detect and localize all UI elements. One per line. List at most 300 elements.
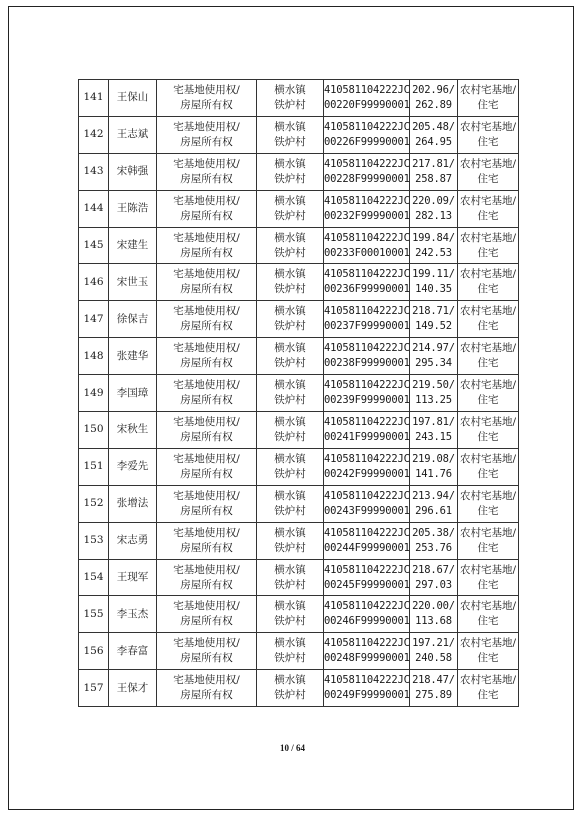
parcel-code-cell-line: 410581104222JC bbox=[324, 637, 410, 650]
right-type-cell-line: 宅基地使用权/ bbox=[173, 563, 240, 576]
area-cell-line: 217.81/ bbox=[412, 157, 455, 170]
location-cell-line: 横水镇 bbox=[274, 268, 306, 281]
parcel-code-cell-line: 410581104222JC bbox=[324, 194, 410, 207]
location-cell-line: 铁炉村 bbox=[274, 246, 306, 259]
right-type-cell-line: 宅基地使用权/ bbox=[173, 157, 240, 170]
area-cell-line: 243.15 bbox=[415, 430, 452, 443]
table-row bbox=[79, 559, 519, 596]
parcel-code-cell bbox=[324, 559, 410, 596]
land-use-cell-line: 农村宅基地/ bbox=[459, 600, 517, 613]
table-row bbox=[79, 338, 519, 375]
right-type-cell bbox=[157, 485, 257, 522]
parcel-code-cell bbox=[324, 522, 410, 559]
location-cell-line: 铁炉村 bbox=[274, 172, 306, 185]
land-use-cell-line: 农村宅基地/ bbox=[459, 526, 517, 539]
owner-name-cell: 王陈浩 bbox=[109, 190, 157, 227]
parcel-code-cell bbox=[324, 375, 410, 412]
right-type-cell-line: 宅基地使用权/ bbox=[173, 674, 240, 687]
owner-name-cell: 宋秋生 bbox=[109, 412, 157, 449]
area-cell-line: 282.13 bbox=[415, 209, 452, 222]
land-use-cell-line: 住宅 bbox=[477, 172, 499, 185]
row-number-cell: 143 bbox=[79, 153, 109, 190]
location-cell-line: 铁炉村 bbox=[274, 320, 306, 333]
location-cell bbox=[257, 116, 324, 153]
location-cell-line: 横水镇 bbox=[274, 674, 306, 687]
land-use-cell bbox=[458, 116, 519, 153]
location-cell-line: 横水镇 bbox=[274, 194, 306, 207]
row-number-cell: 151 bbox=[79, 448, 109, 485]
owner-name-cell: 王保才 bbox=[109, 670, 157, 707]
area-cell bbox=[410, 633, 458, 670]
land-use-cell-line: 农村宅基地/ bbox=[459, 563, 517, 576]
parcel-code-cell-line: 00249F99990001 bbox=[324, 689, 410, 702]
area-cell-line: 214.97/ bbox=[412, 342, 455, 355]
right-type-cell bbox=[157, 670, 257, 707]
right-type-cell-line: 宅基地使用权/ bbox=[173, 489, 240, 502]
location-cell-line: 铁炉村 bbox=[274, 615, 306, 628]
area-cell bbox=[410, 448, 458, 485]
location-cell-line: 横水镇 bbox=[274, 526, 306, 539]
parcel-code-cell-line: 410581104222JC bbox=[324, 489, 410, 502]
right-type-cell-line: 房屋所有权 bbox=[180, 689, 233, 702]
area-cell-line: 219.50/ bbox=[412, 379, 455, 392]
table-row bbox=[79, 596, 519, 633]
location-cell-line: 铁炉村 bbox=[274, 467, 306, 480]
owner-name-cell: 李玉杰 bbox=[109, 596, 157, 633]
right-type-cell-line: 宅基地使用权/ bbox=[173, 452, 240, 465]
right-type-cell bbox=[157, 80, 257, 117]
land-use-cell-line: 农村宅基地/ bbox=[459, 157, 517, 170]
area-cell-line: 149.52 bbox=[415, 320, 452, 333]
right-type-cell-line: 宅基地使用权/ bbox=[173, 120, 240, 133]
table-row bbox=[79, 448, 519, 485]
right-type-cell-line: 宅基地使用权/ bbox=[173, 231, 240, 244]
right-type-cell bbox=[157, 375, 257, 412]
land-use-cell-line: 住宅 bbox=[477, 504, 499, 517]
area-cell bbox=[410, 80, 458, 117]
table-row bbox=[79, 412, 519, 449]
land-use-cell bbox=[458, 338, 519, 375]
area-cell-line: 219.08/ bbox=[412, 452, 455, 465]
right-type-cell bbox=[157, 227, 257, 264]
location-cell bbox=[257, 448, 324, 485]
row-number-cell: 154 bbox=[79, 559, 109, 596]
area-cell bbox=[410, 522, 458, 559]
right-type-cell-line: 房屋所有权 bbox=[180, 504, 233, 517]
parcel-code-cell bbox=[324, 227, 410, 264]
parcel-code-cell-line: 410581104222JC bbox=[324, 526, 410, 539]
land-use-cell-line: 农村宅基地/ bbox=[459, 637, 517, 650]
area-cell-line: 205.38/ bbox=[412, 526, 455, 539]
land-use-cell bbox=[458, 264, 519, 301]
row-number-cell: 157 bbox=[79, 670, 109, 707]
right-type-cell-line: 房屋所有权 bbox=[180, 467, 233, 480]
table-row bbox=[79, 227, 519, 264]
area-cell bbox=[410, 670, 458, 707]
land-use-cell bbox=[458, 522, 519, 559]
right-type-cell-line: 宅基地使用权/ bbox=[173, 342, 240, 355]
area-cell-line: 258.87 bbox=[415, 172, 452, 185]
parcel-code-cell-line: 410581104222JC bbox=[324, 379, 410, 392]
area-cell-line: 113.25 bbox=[415, 394, 452, 407]
location-cell bbox=[257, 412, 324, 449]
owner-name-cell: 王志斌 bbox=[109, 116, 157, 153]
location-cell bbox=[257, 375, 324, 412]
location-cell-line: 横水镇 bbox=[274, 120, 306, 133]
parcel-code-cell-line: 00244F99990001 bbox=[324, 541, 410, 554]
land-use-cell-line: 住宅 bbox=[477, 320, 499, 333]
land-use-cell-line: 农村宅基地/ bbox=[459, 452, 517, 465]
area-cell bbox=[410, 301, 458, 338]
location-cell bbox=[257, 596, 324, 633]
parcel-code-cell-line: 00245F99990001 bbox=[324, 578, 410, 591]
right-type-cell-line: 房屋所有权 bbox=[180, 652, 233, 665]
area-cell-line: 296.61 bbox=[415, 504, 452, 517]
parcel-code-cell-line: 00236F99990001 bbox=[324, 283, 410, 296]
table-row bbox=[79, 522, 519, 559]
area-cell-line: 140.35 bbox=[415, 283, 452, 296]
land-use-cell-line: 住宅 bbox=[477, 283, 499, 296]
table-row bbox=[79, 375, 519, 412]
right-type-cell-line: 房屋所有权 bbox=[180, 541, 233, 554]
location-cell bbox=[257, 153, 324, 190]
owner-name-cell: 徐保吉 bbox=[109, 301, 157, 338]
owner-name-cell: 张增法 bbox=[109, 485, 157, 522]
land-use-cell-line: 住宅 bbox=[477, 578, 499, 591]
area-cell-line: 213.94/ bbox=[412, 489, 455, 502]
area-cell-line: 220.09/ bbox=[412, 194, 455, 207]
area-cell bbox=[410, 116, 458, 153]
location-cell-line: 铁炉村 bbox=[274, 652, 306, 665]
row-number-cell: 148 bbox=[79, 338, 109, 375]
right-type-cell-line: 房屋所有权 bbox=[180, 615, 233, 628]
area-cell-line: 218.67/ bbox=[412, 563, 455, 576]
location-cell-line: 横水镇 bbox=[274, 379, 306, 392]
right-type-cell-line: 宅基地使用权/ bbox=[173, 415, 240, 428]
land-use-cell-line: 住宅 bbox=[477, 467, 499, 480]
right-type-cell-line: 房屋所有权 bbox=[180, 98, 233, 111]
parcel-code-cell-line: 410581104222JC bbox=[324, 452, 410, 465]
location-cell bbox=[257, 522, 324, 559]
parcel-code-cell bbox=[324, 448, 410, 485]
right-type-cell-line: 宅基地使用权/ bbox=[173, 268, 240, 281]
area-cell-line: 253.76 bbox=[415, 541, 452, 554]
location-cell-line: 铁炉村 bbox=[274, 430, 306, 443]
row-number-cell: 152 bbox=[79, 485, 109, 522]
owner-name-cell: 宋世玉 bbox=[109, 264, 157, 301]
area-cell-line: 297.03 bbox=[415, 578, 452, 591]
right-type-cell-line: 房屋所有权 bbox=[180, 172, 233, 185]
location-cell bbox=[257, 190, 324, 227]
page-number: 10 / 64 bbox=[279, 743, 305, 753]
row-number-cell: 144 bbox=[79, 190, 109, 227]
area-cell-line: 262.89 bbox=[415, 98, 452, 111]
parcel-code-cell-line: 00242F99990001 bbox=[324, 467, 410, 480]
location-cell-line: 铁炉村 bbox=[274, 135, 306, 148]
right-type-cell bbox=[157, 190, 257, 227]
parcel-code-cell-line: 00220F99990001 bbox=[324, 98, 410, 111]
area-cell-line: 264.95 bbox=[415, 135, 452, 148]
parcel-code-cell-line: 410581104222JC bbox=[324, 231, 410, 244]
parcel-code-cell bbox=[324, 485, 410, 522]
location-cell-line: 铁炉村 bbox=[274, 541, 306, 554]
location-cell-line: 横水镇 bbox=[274, 489, 306, 502]
right-type-cell-line: 房屋所有权 bbox=[180, 357, 233, 370]
right-type-cell-line: 房屋所有权 bbox=[180, 394, 233, 407]
parcel-code-cell-line: 410581104222JC bbox=[324, 157, 410, 170]
parcel-code-cell bbox=[324, 301, 410, 338]
location-cell bbox=[257, 670, 324, 707]
right-type-cell bbox=[157, 596, 257, 633]
land-use-cell-line: 农村宅基地/ bbox=[459, 83, 517, 96]
parcel-code-cell-line: 410581104222JC bbox=[324, 120, 410, 133]
parcel-code-cell-line: 00233F00010001 bbox=[324, 246, 410, 259]
location-cell-line: 横水镇 bbox=[274, 600, 306, 613]
table-row bbox=[79, 116, 519, 153]
owner-name-cell: 张建华 bbox=[109, 338, 157, 375]
row-number-cell: 150 bbox=[79, 412, 109, 449]
owner-name-cell: 宋韩强 bbox=[109, 153, 157, 190]
location-cell bbox=[257, 264, 324, 301]
right-type-cell bbox=[157, 264, 257, 301]
area-cell bbox=[410, 153, 458, 190]
table-row bbox=[79, 264, 519, 301]
land-use-cell bbox=[458, 412, 519, 449]
land-use-cell bbox=[458, 559, 519, 596]
table-row bbox=[79, 633, 519, 670]
parcel-code-cell-line: 410581104222JC bbox=[324, 674, 410, 687]
table-row bbox=[79, 301, 519, 338]
land-use-cell-line: 住宅 bbox=[477, 246, 499, 259]
right-type-cell-line: 房屋所有权 bbox=[180, 320, 233, 333]
table-row bbox=[79, 153, 519, 190]
right-type-cell-line: 宅基地使用权/ bbox=[173, 379, 240, 392]
owner-name-cell: 王现军 bbox=[109, 559, 157, 596]
area-cell-line: 295.34 bbox=[415, 357, 452, 370]
right-type-cell-line: 房屋所有权 bbox=[180, 209, 233, 222]
right-type-cell bbox=[157, 633, 257, 670]
parcel-code-cell-line: 00241F99990001 bbox=[324, 430, 410, 443]
location-cell-line: 铁炉村 bbox=[274, 504, 306, 517]
location-cell-line: 横水镇 bbox=[274, 637, 306, 650]
land-use-cell bbox=[458, 190, 519, 227]
area-cell-line: 240.58 bbox=[415, 652, 452, 665]
parcel-code-cell-line: 410581104222JC bbox=[324, 600, 410, 613]
parcel-code-cell bbox=[324, 338, 410, 375]
area-cell bbox=[410, 559, 458, 596]
location-cell bbox=[257, 301, 324, 338]
area-cell-line: 202.96/ bbox=[412, 83, 455, 96]
parcel-code-cell-line: 410581104222JC bbox=[324, 83, 410, 96]
location-cell-line: 横水镇 bbox=[274, 342, 306, 355]
parcel-code-cell-line: 410581104222JC bbox=[324, 268, 410, 281]
area-cell bbox=[410, 596, 458, 633]
land-use-cell-line: 住宅 bbox=[477, 209, 499, 222]
parcel-code-cell bbox=[324, 596, 410, 633]
row-number-cell: 141 bbox=[79, 80, 109, 117]
right-type-cell-line: 房屋所有权 bbox=[180, 135, 233, 148]
right-type-cell bbox=[157, 559, 257, 596]
right-type-cell-line: 宅基地使用权/ bbox=[173, 305, 240, 318]
row-number-cell: 142 bbox=[79, 116, 109, 153]
records-table bbox=[78, 79, 519, 707]
land-use-cell-line: 住宅 bbox=[477, 98, 499, 111]
owner-name-cell: 李春富 bbox=[109, 633, 157, 670]
parcel-code-cell-line: 00239F99990001 bbox=[324, 394, 410, 407]
location-cell-line: 铁炉村 bbox=[274, 394, 306, 407]
land-use-cell-line: 住宅 bbox=[477, 394, 499, 407]
parcel-code-cell-line: 410581104222JC bbox=[324, 563, 410, 576]
location-cell-line: 铁炉村 bbox=[274, 283, 306, 296]
land-use-cell bbox=[458, 301, 519, 338]
area-cell-line: 197.81/ bbox=[412, 415, 455, 428]
area-cell-line: 218.71/ bbox=[412, 305, 455, 318]
right-type-cell-line: 房屋所有权 bbox=[180, 430, 233, 443]
right-type-cell bbox=[157, 153, 257, 190]
land-use-cell-line: 农村宅基地/ bbox=[459, 379, 517, 392]
land-use-cell-line: 住宅 bbox=[477, 357, 499, 370]
owner-name-cell: 李爱先 bbox=[109, 448, 157, 485]
location-cell bbox=[257, 338, 324, 375]
area-cell-line: 218.47/ bbox=[412, 674, 455, 687]
parcel-code-cell bbox=[324, 80, 410, 117]
row-number-cell: 155 bbox=[79, 596, 109, 633]
location-cell-line: 横水镇 bbox=[274, 83, 306, 96]
parcel-code-cell-line: 00228F99990001 bbox=[324, 172, 410, 185]
location-cell-line: 铁炉村 bbox=[274, 209, 306, 222]
area-cell-line: 199.11/ bbox=[412, 268, 455, 281]
land-use-cell-line: 农村宅基地/ bbox=[459, 489, 517, 502]
owner-name-cell: 李国璋 bbox=[109, 375, 157, 412]
parcel-code-cell-line: 00248F99990001 bbox=[324, 652, 410, 665]
area-cell bbox=[410, 264, 458, 301]
right-type-cell-line: 宅基地使用权/ bbox=[173, 600, 240, 613]
location-cell-line: 横水镇 bbox=[274, 231, 306, 244]
parcel-code-cell-line: 410581104222JC bbox=[324, 415, 410, 428]
land-use-cell-line: 住宅 bbox=[477, 615, 499, 628]
right-type-cell-line: 宅基地使用权/ bbox=[173, 83, 240, 96]
land-use-cell bbox=[458, 448, 519, 485]
table-row bbox=[79, 80, 519, 117]
location-cell bbox=[257, 227, 324, 264]
parcel-code-cell-line: 00237F99990001 bbox=[324, 320, 410, 333]
parcel-code-cell-line: 410581104222JC bbox=[324, 342, 410, 355]
parcel-code-cell bbox=[324, 412, 410, 449]
location-cell-line: 横水镇 bbox=[274, 563, 306, 576]
land-use-cell-line: 农村宅基地/ bbox=[459, 415, 517, 428]
area-cell-line: 220.00/ bbox=[412, 600, 455, 613]
owner-name-cell: 宋志勇 bbox=[109, 522, 157, 559]
parcel-code-cell-line: 00243F99990001 bbox=[324, 504, 410, 517]
right-type-cell-line: 宅基地使用权/ bbox=[173, 526, 240, 539]
land-use-cell bbox=[458, 485, 519, 522]
area-cell bbox=[410, 375, 458, 412]
row-number-cell: 153 bbox=[79, 522, 109, 559]
land-use-cell-line: 农村宅基地/ bbox=[459, 342, 517, 355]
location-cell bbox=[257, 80, 324, 117]
parcel-code-cell bbox=[324, 264, 410, 301]
land-use-cell-line: 住宅 bbox=[477, 135, 499, 148]
location-cell bbox=[257, 633, 324, 670]
area-cell bbox=[410, 227, 458, 264]
parcel-code-cell bbox=[324, 190, 410, 227]
table-row bbox=[79, 190, 519, 227]
location-cell-line: 铁炉村 bbox=[274, 98, 306, 111]
parcel-code-cell bbox=[324, 633, 410, 670]
right-type-cell bbox=[157, 412, 257, 449]
parcel-code-cell bbox=[324, 116, 410, 153]
land-use-cell bbox=[458, 375, 519, 412]
right-type-cell bbox=[157, 116, 257, 153]
parcel-code-cell bbox=[324, 153, 410, 190]
right-type-cell-line: 房屋所有权 bbox=[180, 578, 233, 591]
right-type-cell-line: 宅基地使用权/ bbox=[173, 194, 240, 207]
table-row bbox=[79, 670, 519, 707]
right-type-cell bbox=[157, 522, 257, 559]
land-use-cell-line: 农村宅基地/ bbox=[459, 305, 517, 318]
land-use-cell bbox=[458, 596, 519, 633]
row-number-cell: 146 bbox=[79, 264, 109, 301]
land-use-cell-line: 农村宅基地/ bbox=[459, 231, 517, 244]
table-row bbox=[79, 485, 519, 522]
location-cell bbox=[257, 559, 324, 596]
right-type-cell bbox=[157, 448, 257, 485]
area-cell bbox=[410, 338, 458, 375]
parcel-code-cell bbox=[324, 670, 410, 707]
parcel-code-cell-line: 00226F99990001 bbox=[324, 135, 410, 148]
land-use-cell-line: 农村宅基地/ bbox=[459, 674, 517, 687]
parcel-code-cell-line: 00246F99990001 bbox=[324, 615, 410, 628]
area-cell bbox=[410, 485, 458, 522]
area-cell-line: 205.48/ bbox=[412, 120, 455, 133]
right-type-cell-line: 宅基地使用权/ bbox=[173, 637, 240, 650]
land-use-cell-line: 住宅 bbox=[477, 689, 499, 702]
parcel-code-cell-line: 00238F99990001 bbox=[324, 357, 410, 370]
area-cell-line: 113.68 bbox=[415, 615, 452, 628]
land-use-cell-line: 农村宅基地/ bbox=[459, 194, 517, 207]
location-cell bbox=[257, 485, 324, 522]
row-number-cell: 156 bbox=[79, 633, 109, 670]
row-number-cell: 147 bbox=[79, 301, 109, 338]
area-cell-line: 141.76 bbox=[415, 467, 452, 480]
land-use-cell bbox=[458, 633, 519, 670]
location-cell-line: 铁炉村 bbox=[274, 689, 306, 702]
area-cell bbox=[410, 412, 458, 449]
location-cell-line: 横水镇 bbox=[274, 305, 306, 318]
area-cell-line: 242.53 bbox=[415, 246, 452, 259]
location-cell-line: 铁炉村 bbox=[274, 578, 306, 591]
location-cell-line: 横水镇 bbox=[274, 452, 306, 465]
right-type-cell-line: 房屋所有权 bbox=[180, 283, 233, 296]
right-type-cell-line: 房屋所有权 bbox=[180, 246, 233, 259]
area-cell-line: 197.21/ bbox=[412, 637, 455, 650]
land-use-cell-line: 农村宅基地/ bbox=[459, 120, 517, 133]
land-use-cell bbox=[458, 670, 519, 707]
land-use-cell bbox=[458, 80, 519, 117]
location-cell-line: 横水镇 bbox=[274, 157, 306, 170]
area-cell-line: 275.89 bbox=[415, 689, 452, 702]
area-cell-line: 199.84/ bbox=[412, 231, 455, 244]
land-use-cell bbox=[458, 153, 519, 190]
land-use-cell-line: 住宅 bbox=[477, 430, 499, 443]
location-cell-line: 铁炉村 bbox=[274, 357, 306, 370]
area-cell bbox=[410, 190, 458, 227]
parcel-code-cell-line: 410581104222JC bbox=[324, 305, 410, 318]
right-type-cell bbox=[157, 338, 257, 375]
owner-name-cell: 王保山 bbox=[109, 80, 157, 117]
land-use-cell-line: 住宅 bbox=[477, 652, 499, 665]
row-number-cell: 145 bbox=[79, 227, 109, 264]
